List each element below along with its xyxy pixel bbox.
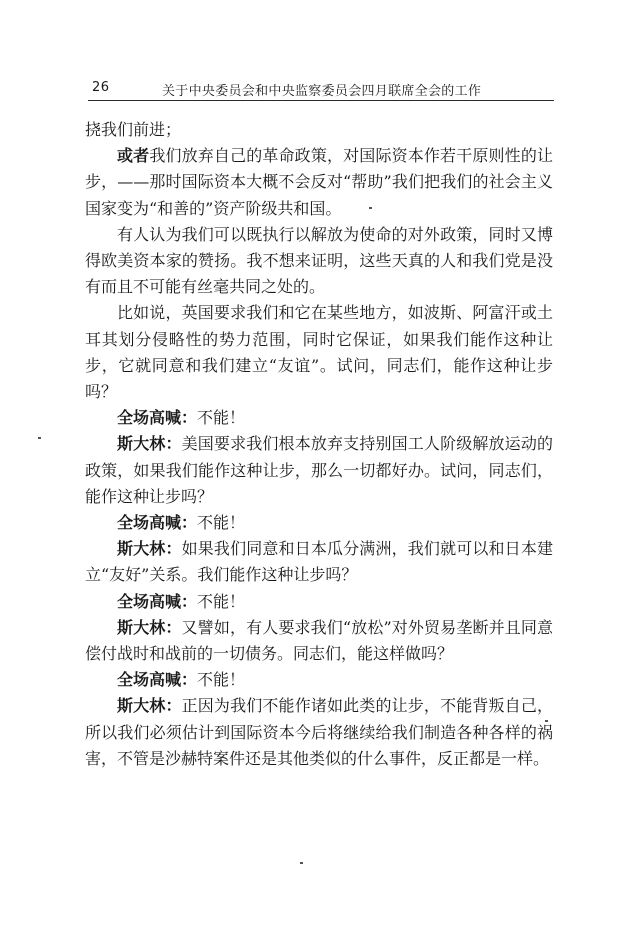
paragraph-text: 又譬如，有人要求我们“放松”对外贸易垄断并且同意偿付战时和战前的一切债务。同志们，能这样做吗？ [85,617,553,664]
scan-speck [369,207,372,209]
scan-speck [38,437,41,439]
speaker-label: 全场高喊： [117,513,198,533]
header-rule [88,100,554,101]
paragraph-text: 如果我们同意和日本瓜分满洲，我们就可以和日本建立“友好”关系。我们能作这种让步吗？ [85,539,553,585]
scan-speck [300,862,303,864]
response-text: 不能！ [197,591,246,611]
audience-response [85,510,553,536]
page-header [92,80,554,100]
paragraph [85,300,553,405]
speaker-label: 斯大林： [117,696,182,716]
speaker-label: 斯大林： [117,539,182,559]
scan-speck [545,720,548,722]
paragraph-lead: 或者 [117,146,150,166]
paragraph-continuation [85,117,553,143]
audience-response [85,405,553,431]
response-text: 不能！ [197,513,246,533]
paragraph-text: 比如说，英国要求我们和它在某些地方，如波斯、阿富汗或土耳其划分侵略性的势力范围，同时它保证，如果我们能作这种让步，它就同意和我们建立“友谊”。试问，同志们，能作这种让步吗？ [85,303,553,402]
page-number: 26 [92,80,110,95]
audience-response [85,667,553,693]
paragraph-text: 我们放弃自己的革命政策，对国际资本作若干原则性的让步，——那时国际资本大概不会反对“帮助”我们把我们的社会主义国家变为“和善的”资产阶级共和国。 [85,146,553,218]
audience-response [85,589,553,615]
paragraph [85,222,553,301]
response-text: 不能！ [197,670,246,690]
paragraph-text: 正因为我们不能作诸如此类的让步，不能背叛自己，所以我们必须估计到国际资本今后将继续给我们制造各种各样的祸害，不管是沙赫特案件还是其他类似的什么事件，反正都是一样。 [85,696,553,768]
speaker-paragraph [85,615,553,667]
speaker-paragraph [85,536,553,588]
speaker-label: 全场高喊： [117,670,198,690]
response-text: 不能！ [197,408,246,428]
running-title: 关于中央委员会和中央监察委员会四月联席全会的工作 [162,84,482,99]
speaker-paragraph [85,693,553,772]
speaker-label: 斯大林： [117,617,182,637]
speaker-label: 斯大林： [117,434,182,454]
body-text [85,117,553,772]
paragraph-text: 有人认为我们可以既执行以解放为使命的对外政策，同时又博得欧美资本家的赞扬。我不想来证明，这些天真的人和我们党是没有而且不可能有丝毫共同之处的。 [85,224,553,297]
paragraph [85,143,553,222]
paragraph-text: 挠我们前进； [85,120,182,139]
speaker-paragraph [85,431,553,510]
paragraph-text: 美国要求我们根本放弃支持别国工人阶级解放运动的政策，如果我们能作这种让步，那么一切都好办。试问，同志们，能作这种让步吗？ [85,434,553,506]
speaker-label: 全场高喊： [117,408,198,428]
speaker-label: 全场高喊： [117,591,198,611]
